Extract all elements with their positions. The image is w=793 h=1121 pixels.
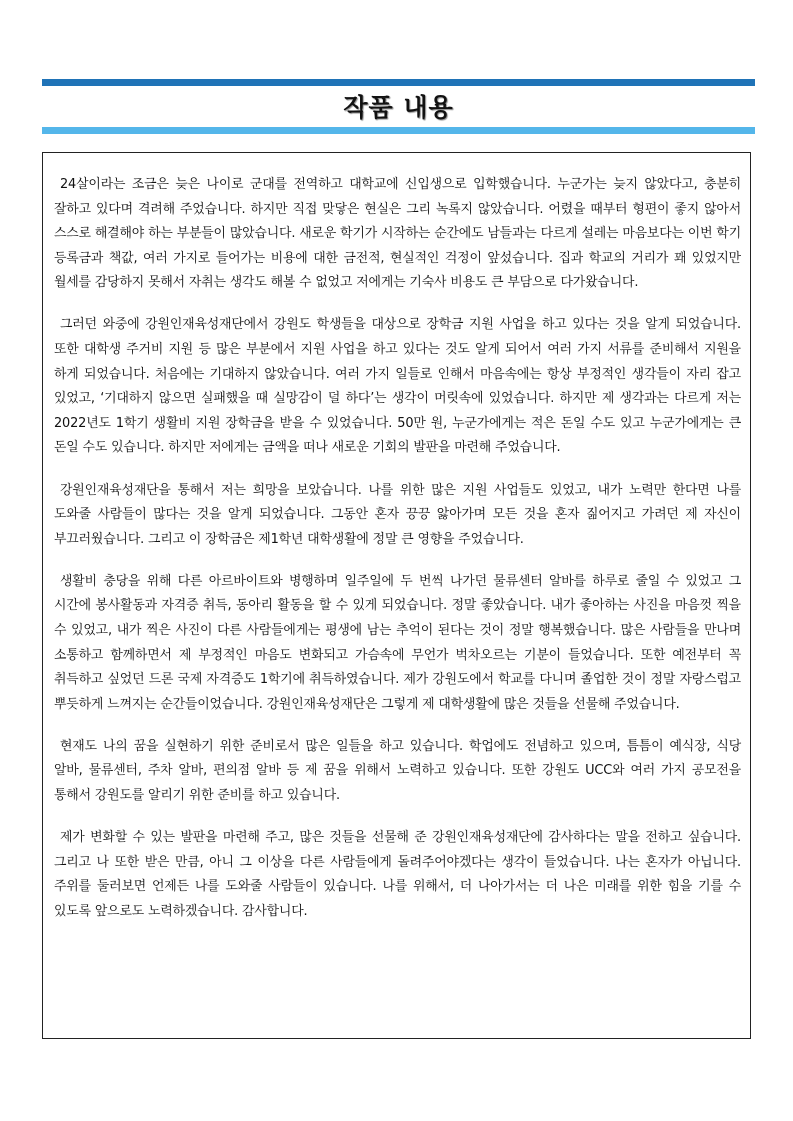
paragraph-3: 강원인재육성재단을 통해서 저는 희망을 보았습니다. 나를 위한 많은 지원 사업들도 있었고, 내가 노력만 한다면 나를 도와줄 사람들이 많다는 것을 알게 되었습니다. 그동안 혼자 끙끙 앓아가며 모든 것을 혼자 짊어지고 가려던 제 자신이 부끄러웠습니다. 그리고 이 장학금은 제1학년 대학생활에 정말 큰 영향을 주었습니다. [54,482,741,547]
page-title: 작품 내용 [343,93,454,122]
paragraph-2: 그러던 와중에 강원인재육성재단에서 강원도 학생들을 대상으로 장학금 지원 사업을 하고 있다는 것을 알게 되었습니다. 또한 대학생 주거비 지원 등 많은 부분에서 지원 사업을 하고 있다는 것도 알게 되어서 여러 가지 서류를 준비해서 지원을 하게 되었습니다. 처음에는 기대하지 않았습니다. 여러 가지 일들로 인해서 마음속에는 항상 부정적인 생각들이 자리 잡고 있었고, ‘기대하지 않으면 실패했을 때 실망감이 덜 하다’는 생각이 머릿속에 있었습니다. 하지만 제 생각과는 다르게 저는 2022년도 1학기 생활비 지원 장학금을 받을 수 있었습니다. 50만 원, 누군가에게는 적은 돈일 수도 있고 누군가에게는 큰 돈일 수도 있습니다. 하지만 저에게는 금액을 떠나 새로운 기회의 발판을 마련해 주었습니다. [54,317,741,456]
paragraph-4: 생활비 충당을 위해 다른 아르바이트와 병행하며 일주일에 두 번씩 나가던 물류센터 알바를 하루로 줄일 수 있었고 그 시간에 봉사활동과 자격증 취득, 동아리 활동을 할 수 있게 되었습니다. 정말 좋았습니다. 내가 좋아하는 사진을 마음껏 찍을 수 있었고, 내가 찍은 사진이 다른 사람들에게는 평생에 남는 추억이 된다는 것이 정말 행복했습니다. 많은 사람들을 만나며 소통하고 함께하면서 제 부정적인 마음도 변화되고 가슴속에 무언가 벅차오르는 기분이 들었습니다. 또한 예전부터 꼭 취득하고 싶었던 드론 국제 자격증도 1학기에 취득하였습니다. 제가 강원도에서 학교를 다니며 졸업한 것이 정말 자랑스럽고 뿌듯하게 느껴지는 순간들이었습니다. 강원인재육성재단은 그렇게 제 대학생활에 많은 것들을 선물해 주었습니다. [54,573,741,712]
paragraph-1: 24살이라는 조금은 늦은 나이로 군대를 전역하고 대학교에 신입생으로 입학했습니다. 누군가는 늦지 않았다고, 충분히 잘하고 있다며 격려해 주었습니다. 하지만 직접 맞닿은 현실은 그리 녹록지 않았습니다. 어렸을 때부터 형편이 좋지 않아서 스스로 해결해야 하는 부분들이 많았습니다. 새로운 학기가 시작하는 순간에도 남들과는 다르게 설레는 마음보다는 이번 학기 등록금과 책값, 여러 가지로 들어가는 비용에 대한 금전적, 현실적인 걱정이 앞섰습니다. 집과 학교의 거리가 꽤 있었지만 월세를 감당하지 못해서 자취는 생각도 해볼 수 없었고 저에게는 기숙사 비용도 큰 부담으로 다가왔습니다. [54,177,742,291]
paragraph-5: 현재도 나의 꿈을 실현하기 위한 준비로서 많은 일들을 하고 있습니다. 학업에도 전념하고 있으며, 틈틈이 예식장, 식당 알바, 물류센터, 주차 알바, 편의점 알바 등 제 꿈을 위해서 노력하고 있습니다. 또한 강원도 UCC와 여러 가지 공모전을 통해서 강원도를 알리기 위한 준비를 하고 있습니다. [54,738,741,804]
content-box [42,152,751,1039]
title-top-rule [42,79,755,86]
title-bottom-rule [42,127,755,134]
paragraph-6: 제가 변화할 수 있는 발판을 마련해 주고, 많은 것들을 선물해 준 강원인재육성재단에 감사하다는 말을 전하고 싶습니다. 그리고 나 또한 받은 만큼, 아니 그 이상을 다른 사람들에게 돌려주어야겠다는 생각이 들었습니다. 나는 혼자가 아닙니다. 주위를 둘러보면 언제든 나를 도와줄 사람들이 있습니다. 나를 위해서, 더 나아가서는 더 나은 미래를 위한 힘을 기를 수 있도록 앞으로도 노력하겠습니다. 감사합니다. [54,830,741,919]
